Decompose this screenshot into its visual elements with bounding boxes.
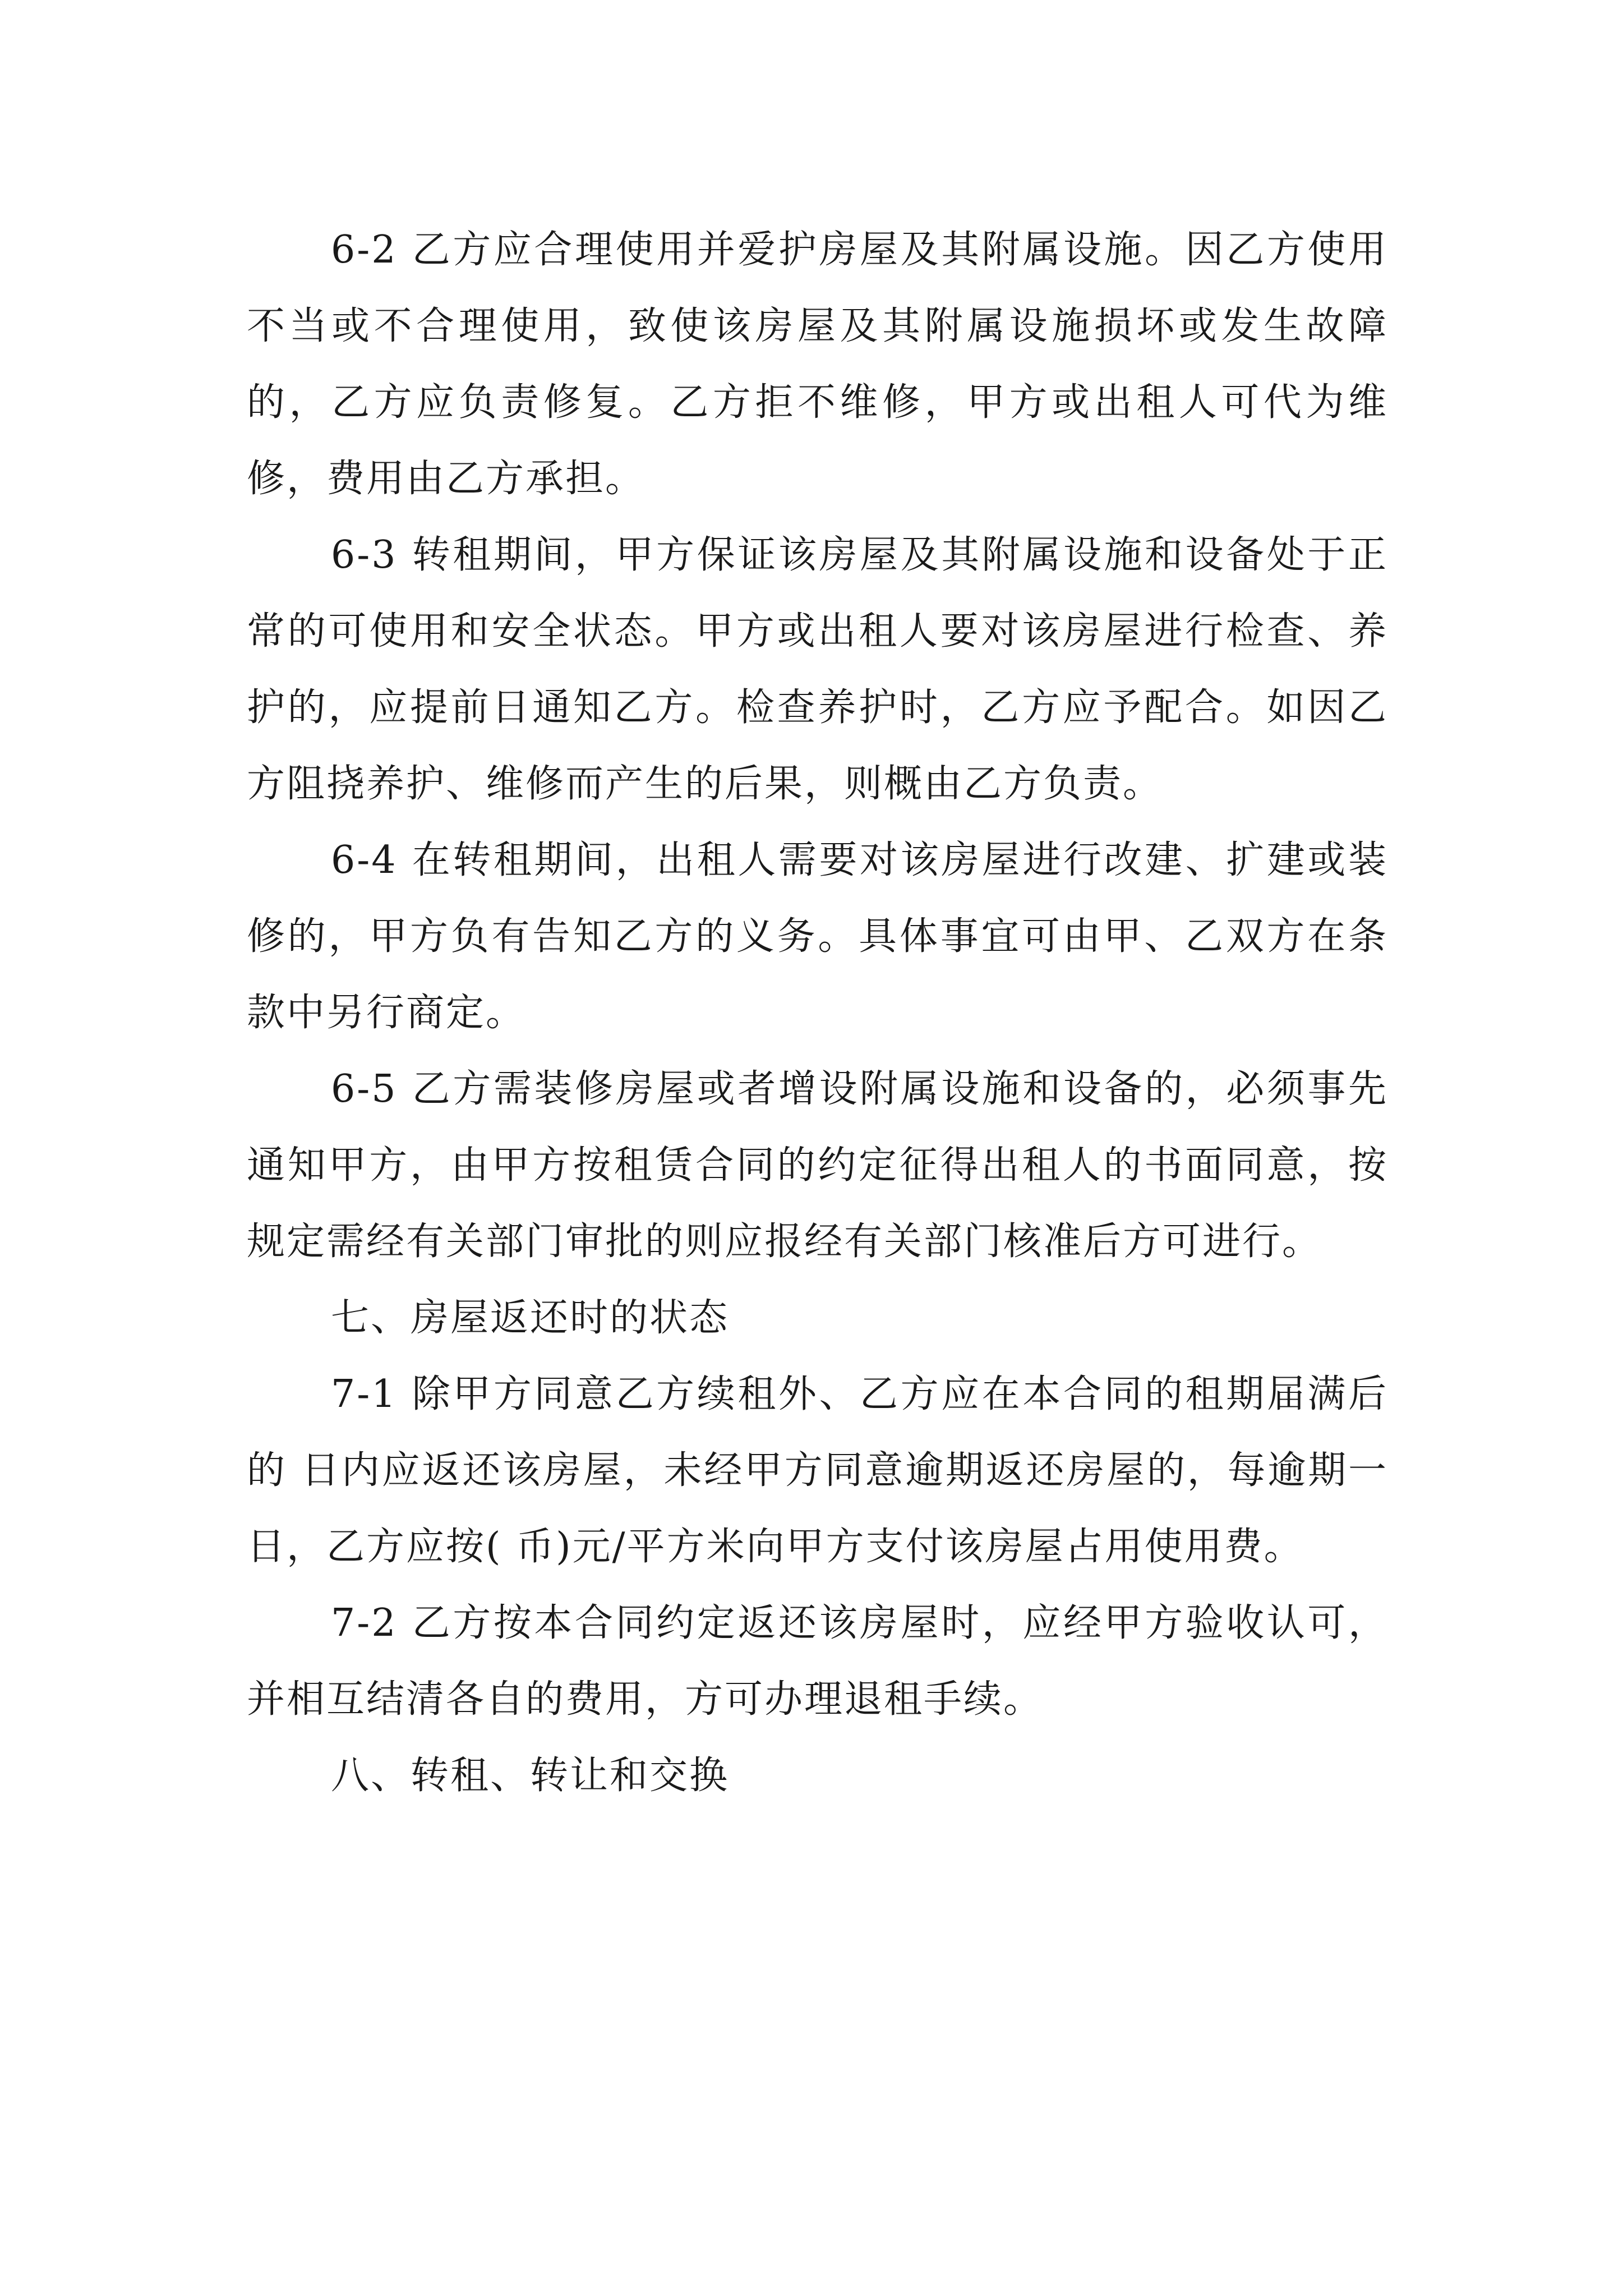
document-body <box>247 212 1388 1814</box>
clause-6-3: 6-3 转租期间，甲方保证该房屋及其附属设施和设备处于正常的可使用和安全状态。甲方或出租人要对该房屋进行检查、养护的，应提前日通知乙方。检查养护时，乙方应予配合。如因乙方阻挠养护、维修而产生的后果，则概由乙方负责。 <box>247 533 1388 806</box>
clause-6-4: 6-4 在转租期间，出租人需要对该房屋进行改建、扩建或装修的，甲方负有告知乙方的义务。具体事宜可由甲、乙双方在条款中另行商定。 <box>247 838 1388 1035</box>
clause-7-1: 7-1 除甲方同意乙方续租外、乙方应在本合同的租期届满后的 日内应返还该房屋，未经甲方同意逾期返还房屋的，每逾期一日，乙方应按( 币)元/平方米向甲方支付该房屋占用使用费。 <box>247 1372 1388 1569</box>
section-heading-7: 七、房屋返还时的状态 <box>331 1296 730 1340</box>
clause-6-2: 6-2 乙方应合理使用并爱护房屋及其附属设施。因乙方使用不当或不合理使用，致使该房屋及其附属设施损坏或发生故障的，乙方应负责修复。乙方拒不维修，甲方或出租人可代为维修，费用由乙方承担。 <box>247 228 1388 501</box>
clause-6-5: 6-5 乙方需装修房屋或者增设附属设施和设备的，必须事先通知甲方，由甲方按租赁合同的约定征得出租人的书面同意，按规定需经有关部门审批的则应报经有关部门核准后方可进行。 <box>247 1067 1388 1264</box>
section-heading-8: 八、转租、转让和交换 <box>331 1754 730 1798</box>
clause-7-2: 7-2 乙方按本合同约定返还该房屋时，应经甲方验收认可，并相互结清各自的费用，方可办理退租手续。 <box>247 1601 1388 1722</box>
